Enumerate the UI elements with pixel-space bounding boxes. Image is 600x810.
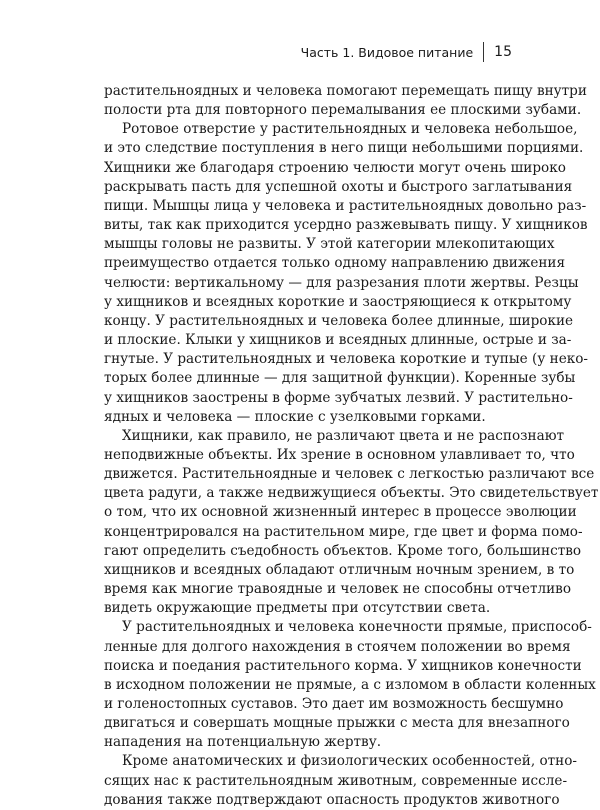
text-line: мышцы головы не развиты. У этой категории млекопитающих bbox=[104, 236, 555, 253]
paragraph bbox=[104, 427, 599, 619]
text-line: и голеностопных суставов. Это дает им возможность бесшумно bbox=[104, 696, 564, 712]
text-line: у хищников заострены в форме зубчатых лезвий. У растительно- bbox=[104, 389, 573, 406]
text-line: видеть окружающие предметы при отсутствии света. bbox=[104, 600, 491, 617]
text-line: двигаться и совершать мощные прыжки с места для внезапного bbox=[104, 715, 570, 732]
text-line: гнутые. У растительноядных и человека короткие и тупые (у неко- bbox=[104, 351, 589, 368]
text-line: движется. Растительноядные и человек с легкостью различают все bbox=[104, 466, 595, 483]
text-line: о том, что их основной жизненный интерес в процессе эволюции bbox=[104, 504, 577, 521]
text-line: ленные для долгого нахождения в стоячем положении во время bbox=[104, 638, 571, 655]
text-line: Кроме анатомических и физиологических особенностей, отно- bbox=[122, 753, 578, 770]
text-line: полости рта для повторного перемалывания ее плоскими зубами. bbox=[104, 102, 582, 119]
text-line: время как многие травоядные и человек не способны отчетливо bbox=[104, 581, 572, 598]
text-line: нападения на потенциальную жертву. bbox=[104, 734, 382, 751]
text-line: и это следствие поступления в него пищи небольшими порциями. bbox=[104, 140, 584, 157]
text-line: хищников и всеядных обладают отличным ночным зрением, в то bbox=[104, 561, 575, 578]
text-line: поиска и поедания растительного корма. У хищников конечности bbox=[104, 657, 582, 674]
page-number: 15 bbox=[494, 44, 512, 60]
text-line: Хищники, как правило, не различают цвета и не распознают bbox=[122, 427, 565, 444]
text-line: дования также подтверждают опасность продуктов животного bbox=[104, 791, 560, 808]
header-divider bbox=[483, 42, 484, 62]
text-line: неподвижные объекты. Их зрение в основном улавливает то, что bbox=[104, 446, 575, 463]
text-line: челюсти: вертикальному — для разрезания плоти жертвы. Резцы bbox=[104, 274, 579, 291]
text-line: сящих нас к растительноядным животным, современные иссле- bbox=[104, 772, 568, 789]
text-line: Хищники же благодаря строению челюсти могут очень широко bbox=[104, 159, 566, 176]
body-text bbox=[104, 82, 599, 810]
text-line: преимущество отдается только одному направлению движения bbox=[104, 255, 566, 272]
paragraph bbox=[104, 82, 587, 120]
text-line: и плоские. Клыки у хищников и всеядных длинные, острые и за- bbox=[104, 332, 572, 349]
text-line: гают определить съедобность объектов. Кроме того, большинство bbox=[104, 542, 582, 559]
text-line: торых более длинные — для защитной функции). Коренные зубы bbox=[104, 370, 576, 387]
text-line: раскрывать пасть для успешной охоты и быстрого заглатывания bbox=[104, 178, 573, 195]
running-title: Часть 1. Видовое питание bbox=[300, 44, 474, 60]
text-line: концентрировался на растительном мире, где цвет и форма помо- bbox=[104, 523, 583, 540]
running-header bbox=[301, 42, 512, 62]
text-line: растительноядных и человека помогают перемещать пищу внутри bbox=[104, 83, 587, 99]
paragraph bbox=[104, 618, 596, 752]
text-line: концу. У растительноядных и человека более длинные, широкие bbox=[104, 312, 574, 329]
text-line: Ротовое отверстие у растительноядных и человека небольшое, bbox=[122, 121, 578, 138]
text-line: цвета радуги, а также недвижущиеся объекты. Это свидетельствует bbox=[104, 485, 599, 502]
text-line: в исходном положении не прямые, а с изломом в области коленных bbox=[104, 676, 596, 693]
text-line: У растительноядных и человека конечности прямые, приспособ- bbox=[122, 619, 592, 636]
paragraph bbox=[104, 752, 578, 809]
text-line: ядных и человека — плоские с узелковыми горками. bbox=[104, 408, 486, 425]
text-line: виты, так как приходится усердно разжевывать пищу. У хищников bbox=[104, 217, 588, 234]
text-line: пищи. Мышцы лица у человека и растительноядных довольно раз- bbox=[104, 197, 587, 214]
text-line: у хищников и всеядных короткие и заостряющиеся к открытому bbox=[104, 293, 572, 310]
paragraph bbox=[104, 120, 589, 427]
